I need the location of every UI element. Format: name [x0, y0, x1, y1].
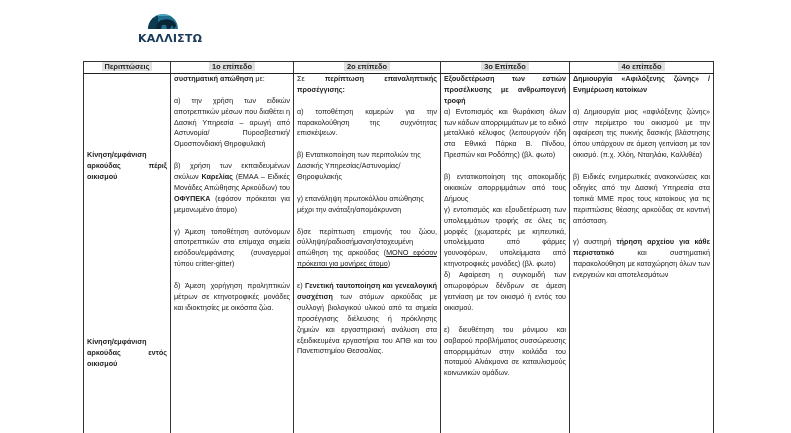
table-row	[84, 73, 714, 433]
header-cases: Περιπτώσεις	[84, 62, 171, 74]
header-level-2	[294, 62, 441, 74]
level3-e: ε) διευθέτηση του μόνιμου και σοβαρού προβλήματος συσσώρευσης απορριμμάτων στην κοιλάδα του ποταμού Αλιάκμονα σε καταυλισμούς κοινωνικών ομάδων.	[444, 324, 566, 378]
header-level-4	[570, 62, 714, 74]
level3-c: γ) εντοπισμός και εξουδετέρωση των υπολειμμάτων τροφής σε όλες τις μορφές (χωματερές με κηπευτικά, υπολείμματα από φάρμες γουνοφόρων, υπολείμματα από κτηνοτροφικές μονάδες) (βλ. φωτο)	[444, 204, 566, 269]
header-row	[84, 62, 714, 74]
logo	[138, 3, 203, 45]
measures-table	[83, 61, 714, 433]
level2-d: δ)σε περίπτωση επιμονής του ζώου, σύλληψη/ραδιοσήμανση/στοχευμένη απώθηση της αρκούδας (ΜΟΝΟ εφόσον πρόκειται για μονήρες άτομο)	[297, 226, 437, 269]
cases-cell	[84, 73, 171, 433]
level-4-cell: Δημιουργία «Αφιλόξενης ζώνης» /Ενημέρωση κατοίκων α) Δημιουργία μιας «αφιλόξενης ζώνης» στην περίμετρο του οικισμού με την αφαίρεση της πυκνής δασικής βλάστησης όπου υπάρχουν σε άμεση γειτνίαση με τον οικισμό. (π.χ. Χλόη, Νταηλάκι, Καλλιθέα) β) Ειδικές ενημερωτικές ανακοινώσεις και οδηγίες από την Δασική Υπηρεσία στα τοπικά ΜΜΕ προς τους κατοίκους για τις περιπτώσεις θέασης αρκούδας σε κοντινή απόσταση. γ) αυστηρή τήρηση αρχείου για κάθε περιστατικό και συστηματική παρακολούθηση με καταχώρηση όλων των ενεργειών και αποτελεσμάτων	[570, 73, 714, 433]
level2-e: ε) Γενετική ταυτοποίηση και γενεαλογική συσχέτιση των ατόμων αρκούδας με συλλογή βιολογικού υλικού από τα σημεία προσέγγισης διέλευσης ή πρόκλησης ζημιών και εργαστηριακή ανάλυση στα εξειδικευμένα εργαστήρια του ΑΠΘ και του Πανεπιστημίου Θεσσαλίας.	[297, 281, 437, 356]
header-level-2-label: 2ο επίπεδο	[344, 62, 390, 71]
header-level-3-label: 3ο Επίπεδο	[481, 62, 528, 71]
level1-b: β) χρήση των εκπαιδευμένων σκύλων Καρελίας (ΕΜΑΑ – Ειδικές Μονάδες Απώθησης Αρκούδων) του ΟΦΥΠΕΚΑ (εφόσον πρόκειται για μεμονωμένο άτομο)	[174, 161, 290, 214]
level4-a: α) Δημιουργία μιας «αφιλόξενης ζώνης» στην περίμετρο του οικισμού με την αφαίρεση της πυκνής δασικής βλάστησης όπου υπάρχουν σε άμεση γειτνίαση με τον οικισμό. (π.χ. Χλόη, Νταηλάκι, Καλλιθέα)	[573, 106, 710, 160]
level1-a: α) την χρήση των ειδικών αποτρεπτικών μέσων που διαθέτει η Δασική Υπηρεσία – αρωγή από Αστυνομία/ Πυροσβεστική/Ομοσπονδιακή Θηροφυλακή	[174, 95, 290, 149]
header-level-1-label: 1ο επίπεδο	[209, 62, 255, 71]
level2-c: γ) επανάληψη πρωτοκόλλου απώθησης μέχρι την ανάταξη/απομάκρυνση	[297, 193, 424, 214]
level-2-cell: Σε περίπτωση επαναληπτικής προσέγγισης: α) τοποθέτηση καμερών για την παρακολούθηση της συχνότητας επισκέψεων. β) Εντατικοποίηση των περιπολιών της Δασικής Υπηρεσίας/Αστυνομίας/Θηροφυλακής γ) επανάληψη πρωτοκόλλου απώθησης μέχρι την ανάταξη/απομάκρυνση δ)σε περίπτωση επιμονής του ζώου, σύλληψη/ραδιοσήμανση/στοχευμένη απώθηση της αρκούδας (ΜΟΝΟ εφόσον πρόκειται για μονήρες άτομο) ε) Γενετική ταυτοποίηση και γενεαλογική συσχέτιση των ατόμων αρκούδας με συλλογή βιολογικού υλικού από τα σημεία προσέγγισης διέλευσης ή πρόκλησης ζημιών και εργαστηριακή ανάλυση στα εξειδικευμένα εργαστήρια του ΑΠΘ και του Πανεπιστημίου Θεσσαλίας.	[294, 73, 441, 433]
level4-c: γ) αυστηρή τήρηση αρχείου για κάθε περιστατικό και συστηματική παρακολούθηση με καταχώρηση όλων των ενεργειών και αποτελεσμάτων	[573, 237, 710, 280]
level1-c: γ) Άμεση τοποθέτηση αυτόνομων αποτρεπτικών στα επίμαχα σημεία εισόδου/εμφάνισης (συναγερμοί τύπου critter-gitter)	[174, 226, 290, 269]
level-3-cell: Εξουδετέρωση των εστιών προσέλκυσης με ανθρωπογενή τροφή α) Εντοπισμός και θωράκιση όλων των κάδων απορριμμάτων με το ειδικό μεταλλικό κέλυφος (λειτουργούν ήδη στα Εθνικά Πάρκα Β. Πίνδου, Πρεσπών και Ροδόπης) (βλ. φωτο) β) εντατικοποίηση της αποκομιδής οικιακών απορριμμάτων από τους Δήμους γ) εντοπισμός και εξουδετέρωση των υπολειμμάτων τροφής σε όλες τις μορφές (χωματερές με κηπευτικά, υπολείμματα από φάρμες γουνοφόρων, υπολείμματα από κτηνοτροφικές μονάδες) (βλ. φωτο) δ) Αφαίρεση η συγκομιδή των οπωροφόρων δένδρων σε άμεση γειτνίαση με τον οικισμό ή εντός του οικισμού. ε) διευθέτηση του μόνιμου και σοβαρού προβλήματος συσσώρευσης απορριμμάτων στην κοιλάδα του ποταμού Αλιάκμονα σε καταυλισμούς κοινωνικών ομάδων.	[441, 73, 570, 433]
level2-b: β) Εντατικοποίηση των περιπολιών της Δασικής Υπηρεσίας/Αστυνομίας/Θηροφυλακής	[297, 150, 421, 182]
level4-b: β) Ειδικές ενημερωτικές ανακοινώσεις και οδηγίες από την Δασική Υπηρεσία στα τοπικά ΜΜΕ προς τους κατοίκους για τις περιπτώσεις θέασης αρκούδας σε κοντινή απόσταση.	[573, 172, 710, 225]
case-around-settlement: Κίνηση/εμφάνιση αρκούδας πέριξ οικισμού	[87, 149, 167, 181]
level-1-cell: συστηματική απώθηση με: α) την χρήση των ειδικών αποτρεπτικών μέσων που διαθέτει η Δασική Υπηρεσία – αρωγή από Αστυνομία/ Πυροσβεστική/Ομοσπονδιακή Θηροφυλακή β) χρήση των εκπαιδευμένων σκύλων Καρελίας (ΕΜΑΑ – Ειδικές Μονάδες Απώθησης Αρκούδων) του ΟΦΥΠΕΚΑ (εφόσον πρόκειται για μεμονωμένο άτομο) γ) Άμεση τοποθέτηση αυτόνομων αποτρεπτικών στα επίμαχα σημεία εισόδου/εμφάνισης (συναγερμοί τύπου critter-gitter) δ) Άμεση χορήγηση προληπτικών μέτρων σε κτηνοτροφικές μονάδες και ιδιοκτησίες με οικόσιτα ζώα.	[171, 73, 294, 433]
header-level-1	[171, 62, 294, 74]
logo-text: ΚΑΛΛΙΣΤΩ	[138, 32, 203, 45]
level3-b: β) εντατικοποίηση της αποκομιδής οικιακών απορριμμάτων από τους Δήμους	[444, 172, 566, 203]
level1-d: δ) Άμεση χορήγηση προληπτικών μέτρων σε κτηνοτροφικές μονάδες και ιδιοκτησίες με οικόσιτα ζώα.	[174, 281, 290, 312]
level2-a: α) τοποθέτηση καμερών για την παρακολούθηση της συχνότητας επισκέψεων.	[297, 106, 437, 138]
header-level-4-label: 4ο επίπεδο	[618, 62, 664, 71]
case-inside-settlement: Κίνηση/εμφάνιση αρκούδας εντός οικισμού	[87, 336, 167, 368]
level3-a: α) Εντοπισμός και θωράκιση όλων των κάδων απορριμμάτων με το ειδικό μεταλλικό κέλυφος (λειτουργούν ήδη στα Εθνικά Πάρκα Β. Πίνδου, Πρεσπών και Ροδόπης) (βλ. φωτο)	[444, 106, 566, 160]
bear-under-stars-logo-icon	[146, 3, 180, 31]
level3-d: δ) Αφαίρεση η συγκομιδή των οπωροφόρων δένδρων σε άμεση γειτνίαση με τον οικισμό ή εντός του οικισμού.	[444, 270, 566, 312]
header-level-3	[441, 62, 570, 74]
